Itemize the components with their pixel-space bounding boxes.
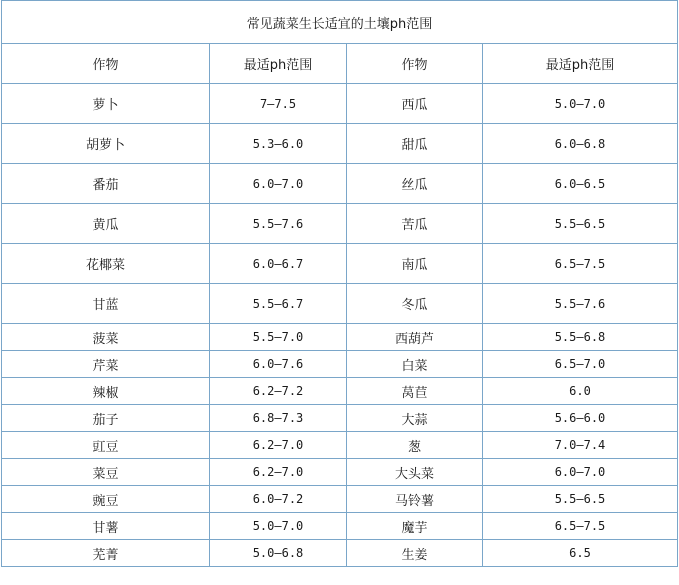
ph-cell: 5.3—6.0	[210, 124, 347, 164]
table-row	[2, 204, 678, 244]
crop-cell: 西瓜	[347, 84, 483, 124]
crop-cell: 黄瓜	[2, 204, 210, 244]
crop-cell: 丝瓜	[347, 164, 483, 204]
table-row	[2, 459, 678, 486]
crop-cell: 番茄	[2, 164, 210, 204]
table-row	[2, 84, 678, 124]
table-row	[2, 284, 678, 324]
ph-cell: 6.0—6.8	[483, 124, 678, 164]
ph-cell: 6.2—7.0	[210, 459, 347, 486]
ph-cell: 5.5—6.5	[483, 204, 678, 244]
ph-cell: 5.0—7.0	[483, 84, 678, 124]
crop-cell: 菠菜	[2, 324, 210, 351]
crop-cell: 马铃薯	[347, 486, 483, 513]
table-row	[2, 513, 678, 540]
crop-cell: 魔芋	[347, 513, 483, 540]
ph-cell: 5.0—6.8	[210, 540, 347, 567]
table-title: 常见蔬菜生长适宜的土壤ph范围	[2, 1, 678, 44]
crop-cell: 南瓜	[347, 244, 483, 284]
ph-cell: 6.0—6.5	[483, 164, 678, 204]
ph-cell: 6.0	[483, 378, 678, 405]
table-row	[2, 540, 678, 567]
crop-cell: 西葫芦	[347, 324, 483, 351]
crop-cell: 萝卜	[2, 84, 210, 124]
ph-cell: 6.0—7.2	[210, 486, 347, 513]
crop-cell: 芹菜	[2, 351, 210, 378]
crop-cell: 菜豆	[2, 459, 210, 486]
table-row	[2, 432, 678, 459]
ph-cell: 5.5—7.0	[210, 324, 347, 351]
header-crop-1: 作物	[2, 44, 210, 84]
ph-cell: 5.5—6.8	[483, 324, 678, 351]
table-row	[2, 405, 678, 432]
crop-cell: 生姜	[347, 540, 483, 567]
ph-cell: 6.0—7.0	[483, 459, 678, 486]
crop-cell: 莴苣	[347, 378, 483, 405]
crop-cell: 胡萝卜	[2, 124, 210, 164]
header-crop-2: 作物	[347, 44, 483, 84]
ph-cell: 5.5—6.5	[483, 486, 678, 513]
table-body	[2, 1, 678, 567]
crop-cell: 豇豆	[2, 432, 210, 459]
ph-cell: 5.6—6.0	[483, 405, 678, 432]
crop-cell: 甜瓜	[347, 124, 483, 164]
ph-cell: 6.0—7.6	[210, 351, 347, 378]
ph-cell: 6.5	[483, 540, 678, 567]
ph-cell: 7.0—7.4	[483, 432, 678, 459]
header-row	[2, 44, 678, 84]
ph-range-table	[1, 0, 678, 567]
ph-cell: 6.5—7.5	[483, 513, 678, 540]
crop-cell: 葱	[347, 432, 483, 459]
crop-cell: 花椰菜	[2, 244, 210, 284]
crop-cell: 甘蓝	[2, 284, 210, 324]
table-row	[2, 351, 678, 378]
title-row	[2, 1, 678, 44]
crop-cell: 辣椒	[2, 378, 210, 405]
crop-cell: 白菜	[347, 351, 483, 378]
ph-cell: 6.8—7.3	[210, 405, 347, 432]
ph-cell: 6.0—6.7	[210, 244, 347, 284]
table-row	[2, 324, 678, 351]
header-ph-1: 最适ph范围	[210, 44, 347, 84]
ph-cell: 6.0—7.0	[210, 164, 347, 204]
crop-cell: 茄子	[2, 405, 210, 432]
table-row	[2, 124, 678, 164]
table-row	[2, 164, 678, 204]
ph-cell: 6.2—7.0	[210, 432, 347, 459]
crop-cell: 甘薯	[2, 513, 210, 540]
crop-cell: 冬瓜	[347, 284, 483, 324]
crop-cell: 大头菜	[347, 459, 483, 486]
crop-cell: 芜菁	[2, 540, 210, 567]
crop-cell: 大蒜	[347, 405, 483, 432]
ph-cell: 5.5—7.6	[210, 204, 347, 244]
ph-cell: 5.0—7.0	[210, 513, 347, 540]
ph-cell: 5.5—7.6	[483, 284, 678, 324]
crop-cell: 苦瓜	[347, 204, 483, 244]
ph-cell: 6.5—7.0	[483, 351, 678, 378]
table-row	[2, 486, 678, 513]
ph-cell: 7—7.5	[210, 84, 347, 124]
ph-cell: 5.5—6.7	[210, 284, 347, 324]
ph-cell: 6.5—7.5	[483, 244, 678, 284]
header-ph-2: 最适ph范围	[483, 44, 678, 84]
crop-cell: 豌豆	[2, 486, 210, 513]
ph-cell: 6.2—7.2	[210, 378, 347, 405]
table-row	[2, 244, 678, 284]
table-row	[2, 378, 678, 405]
